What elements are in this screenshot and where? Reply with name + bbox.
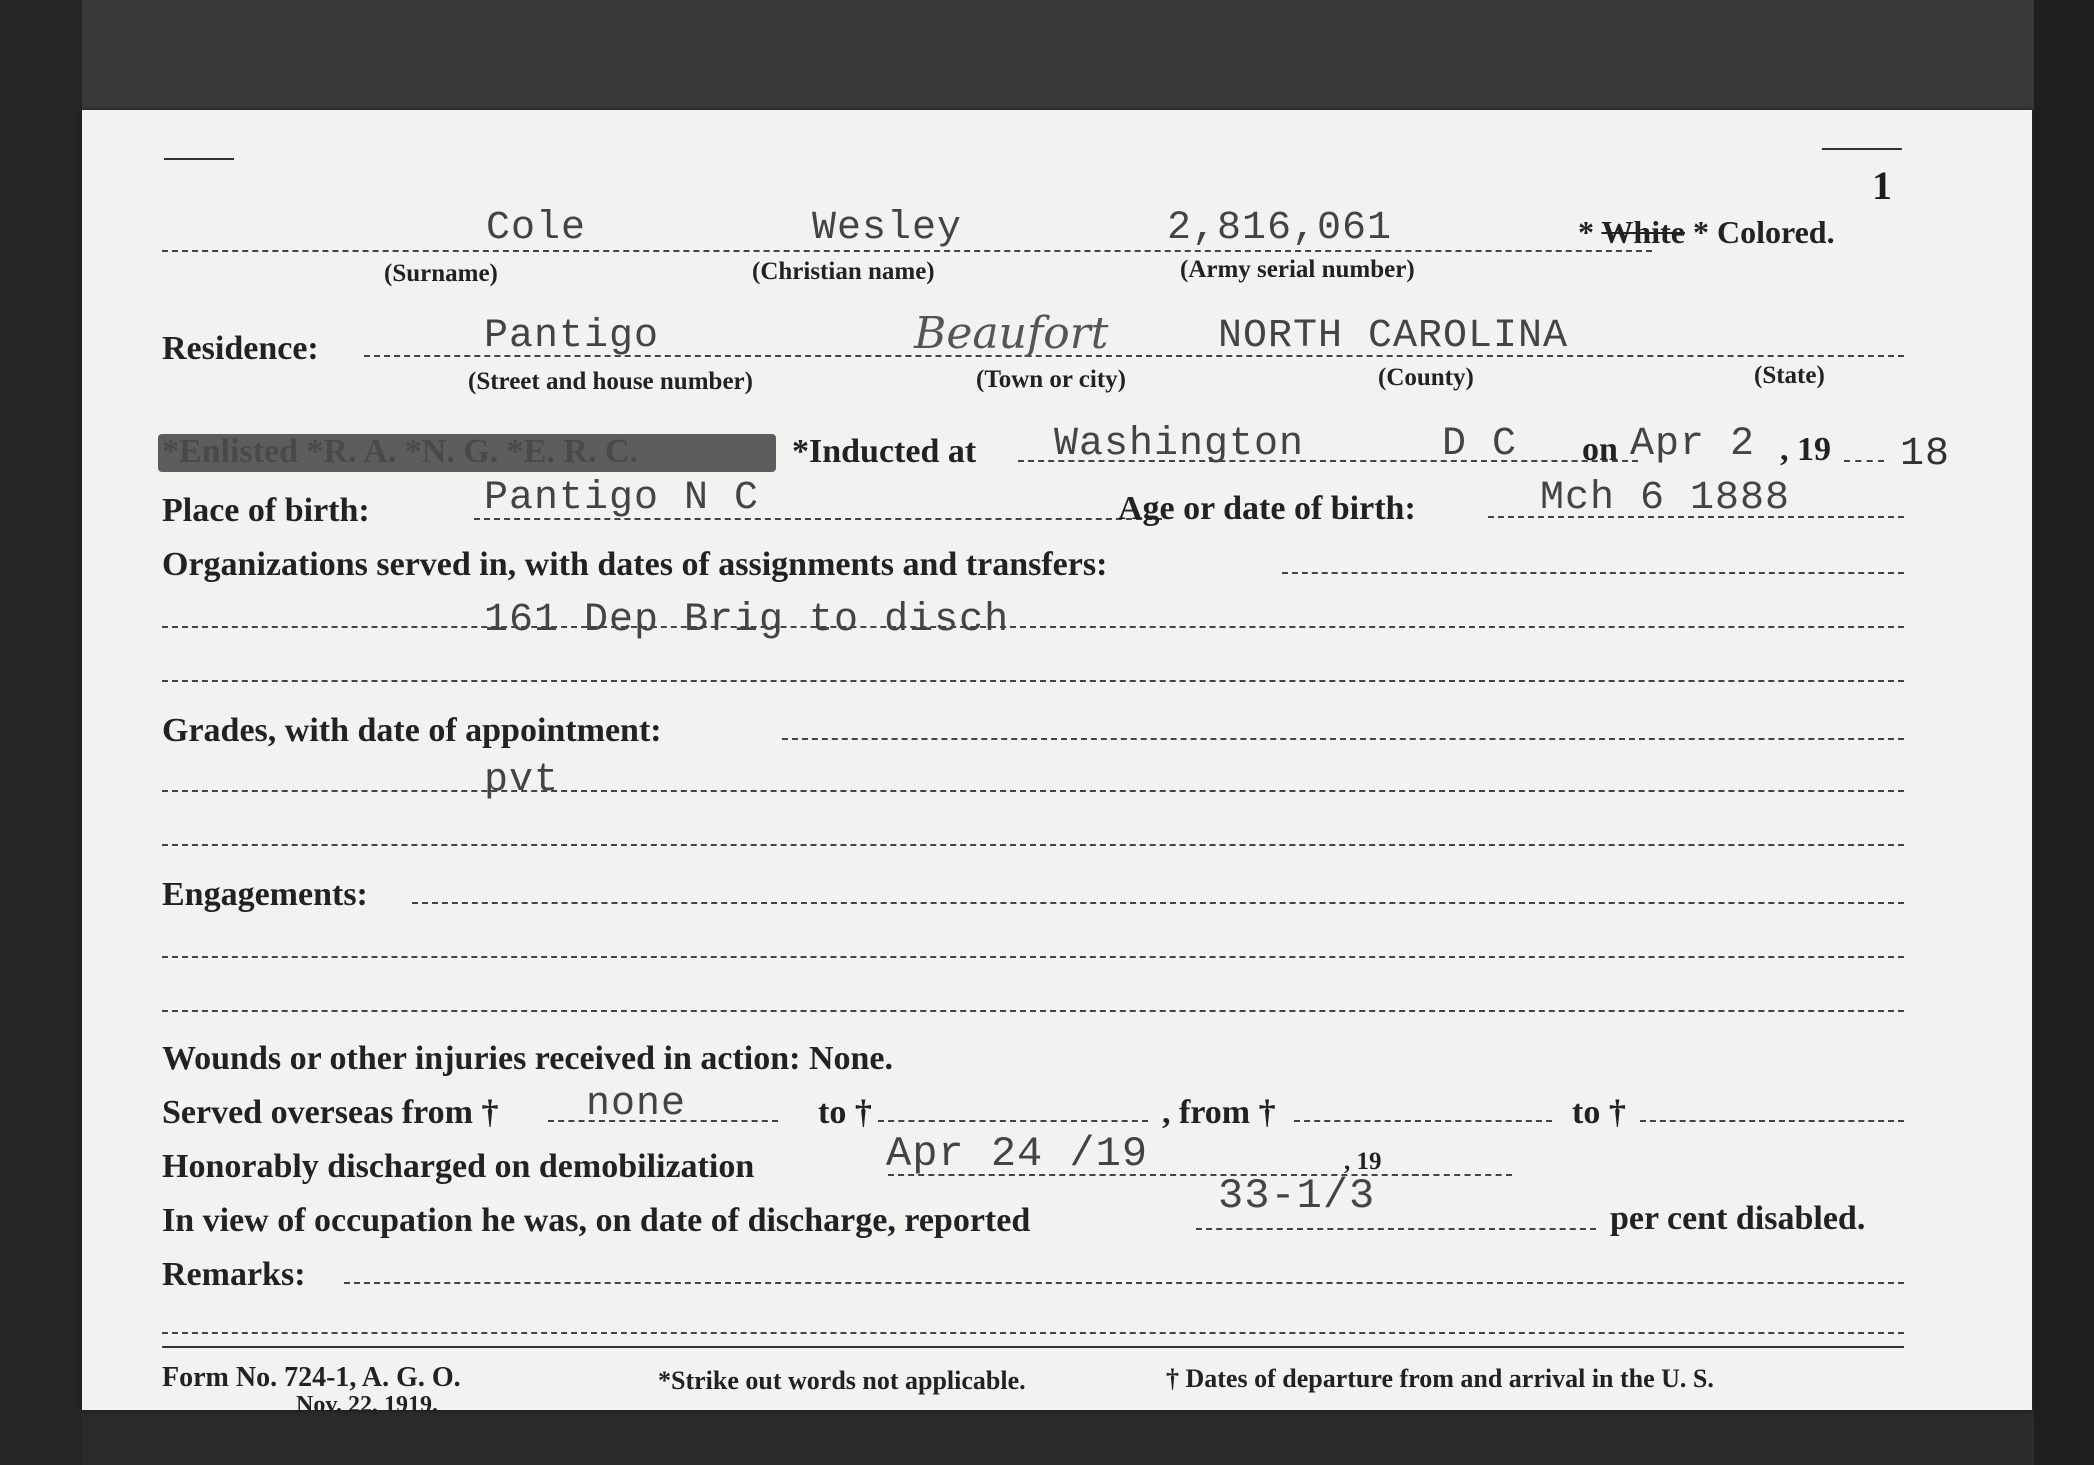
inducted-year-line bbox=[1844, 460, 1884, 462]
christian-name-value: Wesley bbox=[812, 206, 963, 251]
town-caption: (Town or city) bbox=[976, 366, 1126, 393]
remarks-label: Remarks: bbox=[162, 1256, 306, 1293]
disabled-line bbox=[1196, 1228, 1596, 1230]
remarks-line-1 bbox=[344, 1282, 1904, 1284]
organizations-value: 161 Dep Brig to disch bbox=[484, 598, 1010, 643]
overseas-from-label: , from † bbox=[1162, 1094, 1276, 1131]
race-colored: * Colored. bbox=[1692, 214, 1835, 250]
overseas-to2-line bbox=[1640, 1120, 1904, 1122]
disabled-value: 33-1/3 bbox=[1218, 1172, 1376, 1220]
overseas-value: none bbox=[586, 1082, 687, 1127]
race-white-struck: White bbox=[1601, 214, 1685, 250]
disabled-label: In view of occupation he was, on date of discharge, reported bbox=[162, 1202, 1031, 1239]
engagements-label: Engagements: bbox=[162, 876, 368, 913]
serial-number-caption: (Army serial number) bbox=[1180, 256, 1415, 283]
footer-rule bbox=[162, 1346, 1904, 1348]
overseas-label: Served overseas from † bbox=[162, 1094, 499, 1131]
year-prefix-label: , 19 bbox=[1780, 431, 1831, 468]
engagements-line-3 bbox=[162, 1010, 1904, 1012]
card-number: 1 bbox=[1872, 163, 1892, 208]
grades-label: Grades, with date of appointment: bbox=[162, 712, 662, 749]
residence-state-value: NORTH CAROLINA bbox=[1218, 314, 1569, 359]
inducted-state-value: D C bbox=[1442, 422, 1518, 467]
serial-number-value: 2,816,061 bbox=[1167, 206, 1393, 251]
age-label: Age or date of birth: bbox=[1118, 490, 1416, 527]
on-label: on bbox=[1582, 431, 1618, 468]
street-caption: (Street and house number) bbox=[468, 368, 753, 395]
organizations-line-3 bbox=[162, 680, 1904, 682]
overseas-to2-label: to † bbox=[1572, 1094, 1626, 1131]
enlisted-label: *Enlisted *R. A. *N. G. *E. R. C. bbox=[162, 433, 639, 470]
background-left bbox=[0, 0, 82, 1465]
residence-street-value: Pantigo bbox=[484, 314, 660, 359]
grades-value: pvt bbox=[484, 758, 560, 803]
organizations-line-2 bbox=[162, 626, 1904, 628]
top-left-rule bbox=[164, 158, 234, 160]
state-caption: (State) bbox=[1754, 362, 1825, 389]
overseas-to-label: to † bbox=[818, 1094, 872, 1131]
christian-name-caption: (Christian name) bbox=[752, 258, 935, 285]
discharge-label: Honorably discharged on demobilization bbox=[162, 1148, 755, 1185]
background-top bbox=[0, 0, 2094, 110]
inducted-place-value: Washington bbox=[1054, 422, 1305, 467]
residence-label: Residence: bbox=[162, 330, 319, 367]
engagements-line-1 bbox=[412, 902, 1904, 904]
county-caption: (County) bbox=[1378, 364, 1474, 391]
birth-place-value: Pantigo N C bbox=[484, 476, 760, 521]
strike-note: *Strike out words not applicable. bbox=[658, 1366, 1026, 1395]
form-number: Form No. 724-1, A. G. O. bbox=[162, 1362, 461, 1393]
remarks-line-2 bbox=[162, 1332, 1904, 1334]
grades-line-2 bbox=[162, 790, 1904, 792]
discharge-date-value: Apr 24 /19 bbox=[886, 1130, 1149, 1178]
overseas-from2-line bbox=[1294, 1120, 1552, 1122]
disabled-suffix: per cent disabled. bbox=[1610, 1200, 1866, 1237]
birth-place-label: Place of birth: bbox=[162, 492, 370, 529]
discharge-year-prefix: , 19 bbox=[1344, 1148, 1382, 1175]
organizations-line-1 bbox=[1282, 572, 1904, 574]
grades-line-1 bbox=[782, 738, 1904, 740]
organizations-label: Organizations served in, with dates of assignments and transfers: bbox=[162, 546, 1108, 583]
grades-line-3 bbox=[162, 844, 1904, 846]
service-record-card bbox=[82, 110, 2032, 1418]
form-date: Nov. 22, 1919. bbox=[296, 1392, 439, 1418]
surname-value: Cole bbox=[486, 206, 587, 251]
discharge-year-line bbox=[1392, 1174, 1512, 1176]
top-right-rule bbox=[1822, 148, 1902, 150]
inducted-date-value: Apr 2 bbox=[1630, 422, 1756, 467]
race-marker: * bbox=[1578, 214, 1602, 250]
race-field bbox=[1578, 214, 1835, 251]
engagements-line-2 bbox=[162, 956, 1904, 958]
birth-date-value: Mch 6 1888 bbox=[1540, 476, 1791, 521]
dates-note: † Dates of departure from and arrival in the U. S. bbox=[1166, 1364, 1714, 1393]
overseas-to-line bbox=[878, 1120, 1148, 1122]
residence-county-value: Beaufort bbox=[914, 308, 1109, 359]
wounds-label: Wounds or other injuries received in action: None. bbox=[162, 1040, 893, 1077]
inducted-label: *Inducted at bbox=[792, 433, 977, 470]
background-right bbox=[2034, 0, 2094, 1465]
surname-caption: (Surname) bbox=[384, 260, 498, 287]
inducted-year-value: 18 bbox=[1900, 432, 1951, 477]
